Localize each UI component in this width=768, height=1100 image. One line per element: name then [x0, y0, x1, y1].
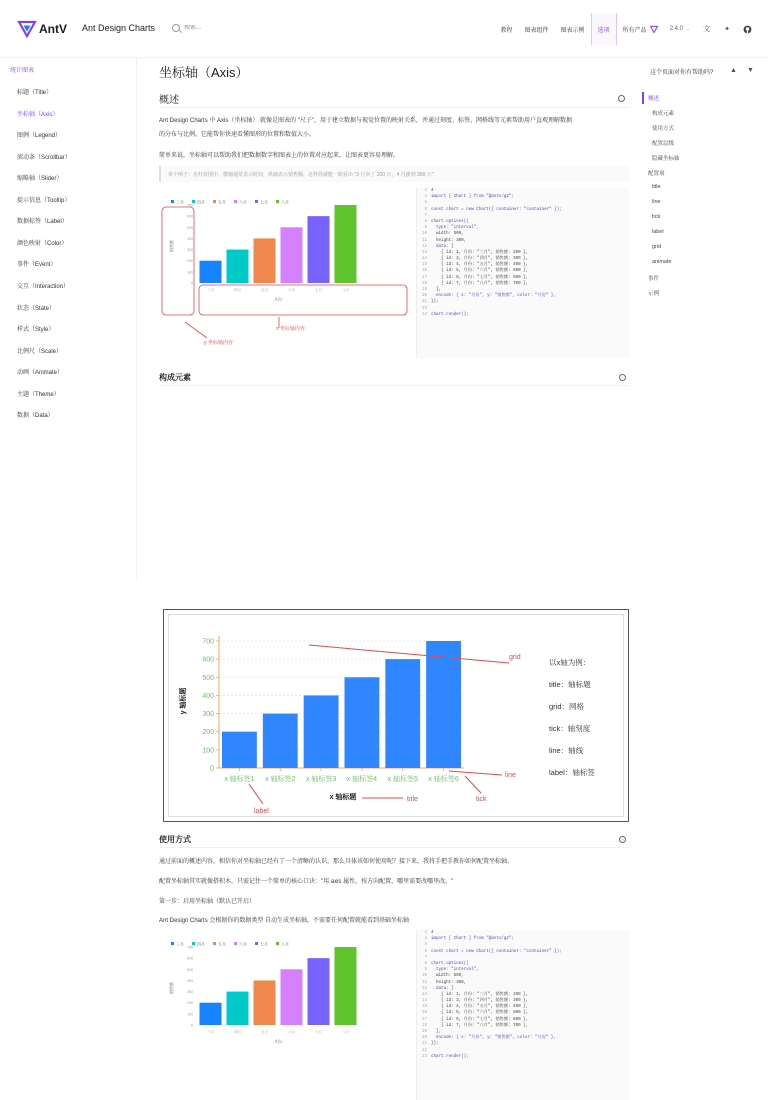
line-number: 19 — [421, 1030, 427, 1034]
chevron-down-icon: ⌄ — [685, 26, 691, 32]
line-number: 3 — [424, 931, 427, 935]
axis-elements-figure — [163, 609, 629, 822]
bar — [281, 227, 303, 283]
toc-item-grid[interactable]: grid — [652, 244, 662, 250]
x-tick-label: 五月 — [261, 288, 268, 292]
y-axis-title: 销售额 — [169, 240, 174, 252]
line-number: 18 — [421, 1023, 427, 1028]
code-text: type: "interval", — [431, 968, 479, 973]
sidebar-item-legend[interactable]: 图例（Legend） — [17, 133, 62, 139]
nav-options[interactable]: 选项 — [591, 13, 617, 45]
x-tick-label: 三月 — [207, 1030, 214, 1034]
line-number: 16 — [421, 269, 427, 274]
nav-tutorial[interactable]: 教程 — [500, 27, 513, 34]
axis-elements-chart — [169, 615, 625, 818]
line-number: 8 — [424, 961, 427, 966]
legend-line: title：轴标题 — [549, 680, 591, 689]
code-text: }); — [431, 1042, 439, 1047]
code-text: chart.render(); — [431, 312, 469, 317]
search-box[interactable] — [172, 24, 244, 32]
toc-item-options[interactable]: 配置项 — [648, 171, 665, 177]
sidebar-item-axis[interactable]: 坐标轴（Axis） — [17, 112, 59, 118]
line-number: 7 — [424, 213, 427, 218]
code-line — [417, 1054, 629, 1060]
line-number: 4 — [424, 195, 427, 200]
top-nav — [494, 13, 752, 45]
code-editor-2[interactable] — [416, 930, 629, 1100]
y-tick-label: 700 — [187, 945, 193, 950]
usage-paragraph-2: 配置坐标轴其实就像搭积木，只需记住一个简单的核心口诀："用 axis 属性，按方向配置，哪里需要改哪里改。" — [159, 879, 454, 885]
bar — [227, 250, 249, 283]
overview-heading: 概述 — [159, 95, 179, 106]
toc-item-animate[interactable]: animate — [652, 259, 672, 265]
code-text: data: [ — [431, 986, 454, 991]
line-number: 22 — [421, 306, 427, 311]
legend-line: label：轴标签 — [549, 768, 595, 777]
code-text: { id: 1, 月份: "三月", 销售额: 200 }, — [431, 992, 529, 997]
code-text: height: 300, — [431, 980, 467, 985]
top-header — [0, 0, 768, 58]
bar — [227, 992, 249, 1025]
usage-paragraph-1: 通过前面的概述内容，相信你对坐标轴已经有了一个清晰的认识。那么具体该如何使用呢？接下来，我将手把手教你如何配置坐标轴。 — [159, 859, 514, 865]
code-text: { id: 5, 月份: "六月", 销售额: 500 }, — [431, 1011, 529, 1016]
bar — [281, 969, 303, 1025]
line-number: 19 — [421, 288, 427, 292]
y-tick-label: 200 — [202, 729, 214, 737]
version-label: 2.4.0 — [669, 26, 683, 32]
tick-annotation: tick — [476, 796, 487, 803]
x-tick-label: 四月 — [234, 288, 241, 292]
nav-components[interactable]: 图表组件 — [524, 27, 549, 34]
github-icon[interactable] — [743, 25, 752, 34]
bar — [426, 641, 461, 768]
line-number: 22 — [421, 1048, 427, 1053]
y-tick-label: 400 — [187, 978, 193, 983]
x-tick-label: 七月 — [315, 1030, 322, 1034]
legend-swatch — [234, 200, 237, 203]
bar — [335, 205, 357, 283]
legend-label: 六月 — [239, 199, 247, 205]
x-tick-label: x 轴标签2 — [265, 776, 296, 783]
y-axis-title: y 轴标题 — [180, 687, 187, 715]
toc-item-title[interactable]: title — [652, 184, 661, 190]
legend-line: line：轴线 — [549, 746, 584, 755]
sidebar-item-theme[interactable]: 主题（Theme） — [17, 392, 60, 398]
code-text: import { Chart } from "@antv/g2"; — [431, 937, 514, 942]
code-editor-1[interactable] — [416, 188, 629, 358]
y-tick-label: 100 — [187, 270, 193, 275]
y-tick-label: 400 — [202, 692, 214, 700]
thumbs-up-icon[interactable]: ▲ — [730, 67, 737, 74]
code-text: const chart = new Chart({ container: "container" }); — [431, 207, 562, 212]
code-text: { id: 4, 月份: "五月", 销售额: 400 }, — [431, 1005, 529, 1010]
nav-all-products[interactable] — [617, 13, 664, 45]
line-number: 15 — [421, 1005, 427, 1010]
code-text: ], — [431, 288, 442, 292]
elements-heading: 构成元素 — [159, 373, 191, 382]
x-axis-title: 月份 — [274, 297, 282, 302]
sidebar-item-style[interactable]: 样式（Style） — [17, 327, 55, 333]
legend-swatch — [255, 200, 258, 203]
line-number: 13 — [421, 250, 427, 255]
antv-logo[interactable] — [18, 21, 67, 37]
nav-examples[interactable]: 图表示例 — [560, 27, 585, 34]
sidebar-item-title[interactable]: 标题（Title） — [17, 90, 53, 96]
line-number: 9 — [424, 968, 427, 973]
legend-swatch — [171, 200, 174, 203]
bar — [263, 714, 298, 768]
code-text: { id: 5, 月份: "六月", 销售额: 500 }, — [431, 269, 529, 274]
sidebar-item-color[interactable]: 颜色映射（Color） — [17, 241, 68, 247]
y-tick-label: 600 — [187, 214, 193, 219]
legend-label: 五月 — [218, 199, 226, 205]
code-text: width: 500, — [431, 232, 464, 237]
demo-chart-1 — [159, 188, 414, 358]
sidebar-item-slider[interactable]: 缩略轴（Slider） — [17, 176, 63, 182]
line-number: 12 — [421, 244, 427, 249]
line-number: 4 — [424, 937, 427, 942]
y-tick-label: 500 — [202, 674, 214, 682]
antv-mini-logo-icon — [650, 26, 658, 33]
line-number: 12 — [421, 986, 427, 991]
code-text: ], — [431, 1030, 442, 1034]
collapse-icon[interactable]: − — [619, 374, 626, 381]
line-number: 17 — [421, 1017, 427, 1022]
legend-label: 四月 — [197, 941, 205, 947]
x-tick-label: x 轴标签5 — [387, 776, 418, 783]
line-number: 17 — [421, 275, 427, 280]
version-select[interactable] — [664, 13, 697, 45]
line-number: 3 — [424, 189, 427, 193]
overview-divider — [159, 107, 629, 108]
thumbs-down-icon[interactable]: ▼ — [747, 67, 754, 74]
feedback-question: 这个页面对你有帮助吗? — [650, 70, 714, 76]
line-number: 8 — [424, 219, 427, 224]
legend-label: 五月 — [218, 941, 226, 947]
y-tick-label: 0 — [191, 281, 193, 286]
legend-label: 三月 — [176, 941, 184, 947]
collapse-icon-2[interactable]: − — [619, 836, 626, 843]
legend-swatch — [276, 200, 279, 203]
code-text: chart.options({ — [431, 961, 469, 966]
y-tick-label: 300 — [187, 990, 193, 995]
legend-swatch — [276, 942, 279, 945]
legend-line: grid：网格 — [549, 702, 585, 711]
logo-text: AntV — [39, 22, 67, 36]
sidebar-item-interaction[interactable]: 交互（Interaction） — [17, 284, 70, 290]
line-number: 5 — [424, 943, 427, 948]
line-number: 15 — [421, 263, 427, 268]
code-text: height: 300, — [431, 238, 467, 243]
x-tick-label: x 轴标签4 — [346, 776, 378, 783]
line-number: 20 — [421, 294, 427, 299]
sidebar-item-scale[interactable]: 比例尺（Scale） — [17, 349, 63, 355]
y-tick-label: 300 — [202, 711, 214, 719]
line-number: 14 — [421, 999, 427, 1004]
translate-icon[interactable]: 文 — [703, 26, 711, 33]
bar — [254, 980, 276, 1025]
line-number: 6 — [424, 207, 427, 212]
grid-annotation: grid — [509, 654, 521, 661]
x-tick-label: x 轴标签6 — [428, 776, 459, 783]
y-tick-label: 100 — [187, 1012, 193, 1017]
legend-swatch — [213, 200, 216, 203]
line-number: 23 — [421, 1054, 427, 1059]
code-text: chart.render(); — [431, 1054, 469, 1059]
toc-item-tick[interactable]: tick — [652, 214, 661, 220]
toc-item-overview[interactable]: 概述 — [648, 96, 660, 102]
y-tick-label: 100 — [202, 747, 214, 755]
line-number: 7 — [424, 955, 427, 960]
y-tick-label: 400 — [187, 236, 193, 241]
label-arrow — [249, 784, 263, 804]
bird-icon[interactable]: ✦ — [724, 26, 730, 33]
sidebar-item-event[interactable]: 事件（Event） — [17, 262, 57, 268]
code-text: { id: 4, 月份: "五月", 销售额: 400 }, — [431, 263, 529, 268]
line-number: 13 — [421, 992, 427, 997]
legend-label: 三月 — [176, 199, 184, 205]
y-tick-label: 500 — [187, 967, 193, 972]
line-annotation: line — [505, 772, 516, 779]
y-tick-label: 600 — [202, 656, 214, 664]
code-text: { id: 3, 月份: "四月", 销售额: 300 }, — [431, 257, 529, 262]
search-input[interactable] — [184, 25, 244, 31]
code-text: { id: 3, 月份: "四月", 销售额: 300 }, — [431, 999, 529, 1004]
y-annotation-label: y 坐标轴内容 — [204, 340, 233, 346]
usage-heading: 使用方式 — [159, 835, 191, 844]
toc-item-elements[interactable]: 构成元素 — [652, 111, 675, 117]
line-number: 11 — [421, 238, 427, 243]
search-icon — [172, 24, 180, 32]
line-number: 20 — [421, 1036, 427, 1041]
code-text: { id: 6, 月份: "七月", 销售额: 600 }, — [431, 275, 529, 280]
overview-paragraph-1b: 的分布与比例。它能帮你快速看懂图形的位置和数值大小。 — [159, 132, 316, 138]
toc-item-levels[interactable]: 配置层级 — [652, 141, 675, 147]
code-text: chart.options({ — [431, 219, 469, 224]
sidebar-group-title[interactable]: 统计图表 — [10, 68, 35, 74]
bar — [222, 732, 257, 768]
code-text: 4 — [431, 931, 434, 935]
y-tick-label: 0 — [191, 1023, 193, 1028]
overview-paragraph-2: 简单来说，坐标轴可以帮助我们把数据数字和图表上的位置对应起来，让图表更容易理解。 — [159, 153, 400, 159]
code-text: }); — [431, 300, 439, 305]
bar — [200, 261, 222, 283]
sidebar-item-label[interactable]: 数据标签（Label） — [17, 219, 68, 225]
x-tick-label: x 轴标签1 — [224, 776, 255, 783]
code-text: { id: 1, 月份: "三月", 销售额: 200 }, — [431, 250, 529, 255]
line-number: 6 — [424, 949, 427, 954]
line-number: 5 — [424, 201, 427, 206]
x-tick-label: 八月 — [342, 288, 349, 292]
bar — [254, 238, 276, 283]
bar — [385, 659, 420, 768]
code-text: type: "interval", — [431, 226, 479, 231]
sidebar-item-state[interactable]: 状态（State） — [17, 306, 56, 312]
x-tick-label: 八月 — [342, 1030, 349, 1034]
page-title: 坐标轴（Axis） — [159, 65, 249, 80]
y-tick-label: 200 — [187, 1001, 193, 1006]
x-axis-title: 月份 — [274, 1039, 282, 1044]
toc-active-indicator — [642, 92, 644, 104]
x-tick-label: 四月 — [234, 1030, 241, 1034]
code-text: encode: { x: "月份", y: "销售额", color: "月份" }, — [431, 294, 556, 299]
demo-chart-2 — [159, 930, 414, 1100]
toc-item-usage[interactable]: 使用方式 — [652, 126, 675, 132]
code-text: import { Chart } from "@antv/g2"; — [431, 195, 514, 200]
sidebar-item-animate[interactable]: 动画（Animate） — [17, 370, 64, 376]
y-annotation-arrow — [185, 322, 207, 338]
title-annotation: title — [407, 796, 418, 803]
code-text: 4 — [431, 189, 434, 193]
sidebar-item-scrollbar[interactable]: 滚动条（Scrollbar） — [17, 155, 71, 161]
y-tick-label: 300 — [187, 248, 193, 253]
y-tick-label: 700 — [187, 203, 193, 208]
legend-label: 四月 — [197, 199, 205, 205]
line-number: 10 — [421, 974, 427, 979]
code-text: { id: 6, 月份: "七月", 销售额: 600 }, — [431, 1017, 529, 1022]
figure-frame — [168, 614, 624, 817]
bar — [304, 695, 339, 768]
sidebar-item-data[interactable]: 数据（Data） — [17, 413, 54, 419]
example-quote: 举个例子：在柱状图中，横轴通常表示时间，纵轴表示销售额，这样你就能一眼看出 "3 月卖了 200 万，4 月涨到 300 万" — [159, 166, 629, 182]
legend-label: 六月 — [239, 941, 247, 947]
tick-arrow — [465, 776, 481, 793]
line-number: 9 — [424, 226, 427, 231]
x-tick-label: 三月 — [207, 288, 214, 292]
line-number: 11 — [421, 980, 427, 985]
usage-divider — [159, 847, 629, 848]
legend-swatch — [171, 942, 174, 945]
legend-label: 七月 — [260, 199, 268, 205]
toc-item-line[interactable]: line — [652, 199, 661, 205]
y-tick-label: 0 — [210, 765, 214, 773]
bar — [200, 1003, 222, 1025]
label-annotation: label — [254, 808, 269, 815]
y-tick-label: 200 — [187, 259, 193, 264]
line-number: 21 — [421, 300, 427, 305]
line-number: 16 — [421, 1011, 427, 1016]
demo-block-1 — [159, 188, 629, 358]
code-line — [417, 312, 629, 318]
code-text: encode: { x: "月份", y: "销售额", color: "月份" }, — [431, 1036, 556, 1041]
usage-step-1-desc: Ant Design Charts 会根据你的数据类型 自动生成坐标轴，不需要任何配置就能看到基础坐标轴 — [159, 918, 410, 924]
y-tick-label: 500 — [187, 225, 193, 230]
usage-step-1: 第一步：启用坐标轴（默认已开启） — [159, 899, 256, 905]
elements-divider — [159, 385, 629, 386]
x-tick-label: 七月 — [315, 288, 322, 292]
bar — [308, 216, 330, 283]
comment-icon[interactable]: · — [618, 95, 625, 102]
legend-line: 以x轴为例： — [549, 658, 591, 667]
bar — [308, 958, 330, 1025]
legend-swatch — [255, 942, 258, 945]
x-tick-label: 六月 — [288, 288, 295, 292]
x-annotation-label: x 坐标轴内容 — [276, 326, 305, 332]
demo-block-2 — [159, 930, 629, 1059]
toc-item-label[interactable]: label — [652, 229, 664, 235]
line-number: 18 — [421, 281, 427, 286]
toc-item-examples[interactable]: 示例 — [648, 291, 660, 297]
line-number: 14 — [421, 257, 427, 262]
left-sidebar — [0, 58, 137, 580]
x-tick-label: 六月 — [288, 1030, 295, 1034]
x-tick-label: 五月 — [261, 1030, 268, 1034]
sidebar-item-tooltip[interactable]: 提示信息（Tooltip） — [17, 198, 71, 204]
code-text: width: 500, — [431, 974, 464, 979]
bar — [335, 947, 357, 1025]
y-axis-title: 销售额 — [169, 982, 174, 994]
line-arrow — [449, 771, 502, 775]
toc-item-hide-axis[interactable]: 隐藏坐标轴 — [652, 156, 680, 162]
line-number: 23 — [421, 312, 427, 317]
code-text: { id: 7, 月份: "八月", 销售额: 700 }, — [431, 281, 529, 286]
x-axis-highlight — [199, 285, 407, 315]
x-tick-label: x 轴标签3 — [305, 776, 337, 783]
toc-item-events[interactable]: 事件 — [648, 276, 660, 282]
y-tick-label: 600 — [187, 956, 193, 961]
code-text: data: [ — [431, 244, 454, 249]
code-text: const chart = new Chart({ container: "container" }); — [431, 949, 562, 954]
legend-line: tick：轴刻度 — [549, 724, 591, 733]
legend-swatch — [234, 942, 237, 945]
legend-label: 八月 — [281, 941, 289, 947]
line-number: 10 — [421, 232, 427, 237]
y-tick-label: 700 — [202, 638, 214, 646]
legend-swatch — [213, 942, 216, 945]
antv-logo-icon — [18, 21, 36, 37]
nav-all-products-label: 所有产品 — [622, 27, 647, 34]
line-number: 21 — [421, 1042, 427, 1047]
x-axis-title: x 轴标题 — [329, 794, 357, 801]
legend-label: 七月 — [260, 941, 268, 947]
code-text: { id: 7, 月份: "八月", 销售额: 700 }, — [431, 1023, 529, 1028]
overview-paragraph-1a: Ant Design Charts 中 Axis（坐标轴） 就像是图表的 "尺子"，用于建立数据与视觉位置的映射关系，并通过刻度、标签、网格线等元素帮助用户直观理解数据 — [159, 118, 572, 124]
legend-label: 八月 — [281, 199, 289, 205]
site-name[interactable]: Ant Design Charts — [82, 23, 156, 33]
bar — [345, 677, 380, 768]
